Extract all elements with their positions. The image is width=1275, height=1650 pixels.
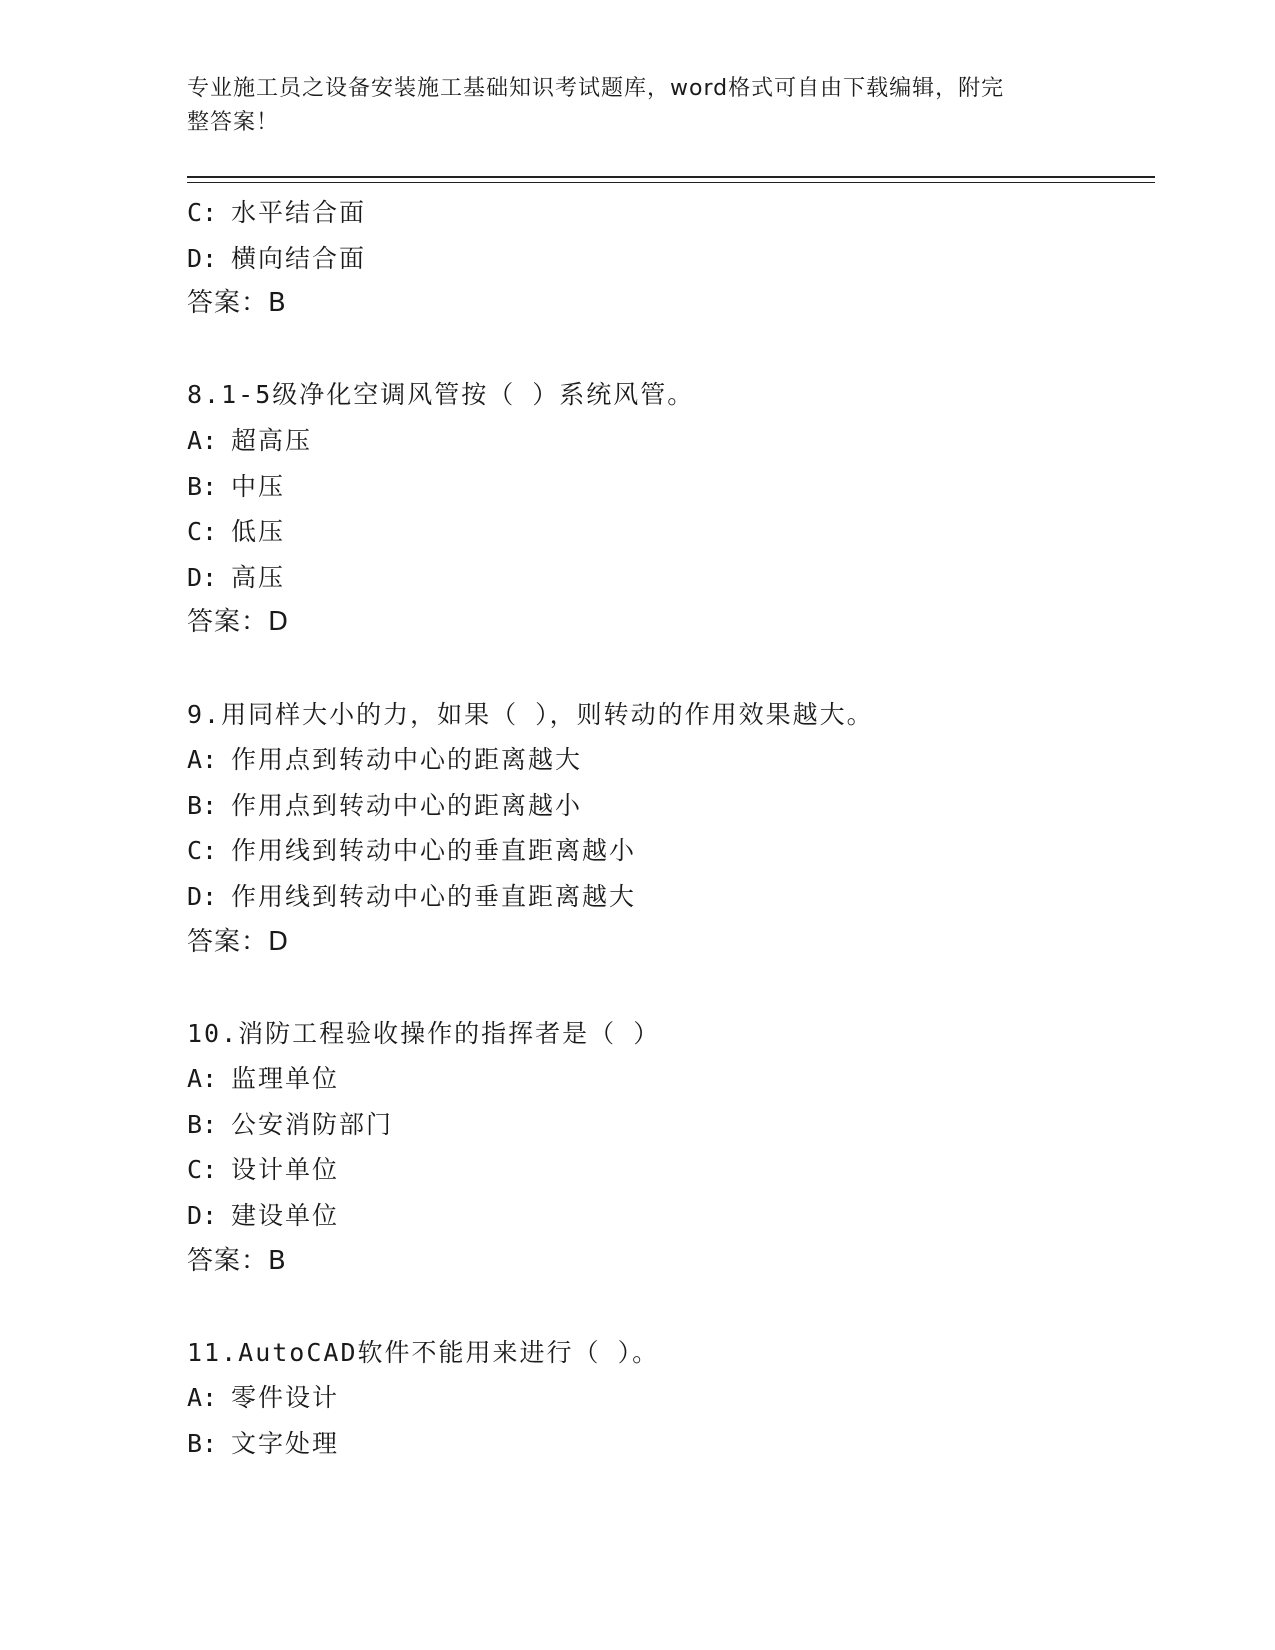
option-text: 高压 (231, 562, 286, 592)
option-letter: B: (187, 1109, 218, 1139)
option-text: 水平结合面 (231, 198, 367, 227)
document-header (187, 72, 1067, 140)
option-letter: A: (187, 745, 218, 775)
header-title-line-2: 整答案！ (187, 110, 280, 135)
header-divider-thin (187, 182, 1155, 183)
option-letter: D: (187, 1201, 218, 1231)
option-row (187, 1421, 1147, 1467)
option-row (187, 555, 1147, 601)
option-row (187, 1375, 1147, 1421)
option-row (187, 509, 1147, 555)
question-stem: 9.用同样大小的力，如果（ ），则转动的作用效果越大。 (187, 699, 874, 729)
option-letter: A: (187, 1064, 218, 1094)
option-text: 横向结合面 (231, 243, 367, 273)
option-text: 超高压 (231, 425, 313, 455)
option-text: 作用点到转动中心的距离越小 (231, 790, 583, 820)
answer-line: 答案：D (187, 926, 290, 957)
question-stem: 11.AutoCAD软件不能用来进行（ ）。 (187, 1337, 660, 1367)
answer-line: 答案：B (187, 1245, 287, 1276)
option-row (187, 828, 1147, 874)
header-title-line-1: 专业施工员之设备安装施工基础知识考试题库，word格式可自由下载编辑，附完 (187, 76, 1005, 101)
option-letter: C: (187, 517, 218, 547)
option-text: 作用线到转动中心的垂直距离越小 (231, 836, 637, 866)
question-stem: 10.消防工程验收操作的指挥者是（ ） (187, 1018, 661, 1048)
option-text: 中压 (231, 471, 286, 501)
option-row (187, 1193, 1147, 1239)
option-row (187, 418, 1147, 464)
option-row (187, 1147, 1147, 1193)
answer-line: 答案：B (187, 288, 287, 319)
option-letter: B: (187, 790, 218, 820)
option-row (187, 236, 1147, 282)
option-letter: D: (187, 243, 218, 273)
spacer (187, 1284, 1147, 1330)
header-divider-thick (187, 176, 1155, 178)
question-list (187, 190, 1147, 1467)
option-text: 设计单位 (231, 1155, 340, 1185)
option-letter: C: (187, 836, 218, 866)
spacer (187, 327, 1147, 373)
option-row (187, 783, 1147, 829)
option-text: 零件设计 (231, 1383, 340, 1413)
option-letter: A: (187, 1383, 218, 1413)
option-letter: D: (187, 562, 218, 592)
option-text: 作用点到转动中心的距离越大 (231, 745, 583, 775)
option-row (187, 464, 1147, 510)
spacer (187, 965, 1147, 1011)
option-letter: A: (187, 425, 218, 455)
option-text: 公安消防部门 (231, 1109, 394, 1139)
option-letter: C: (187, 198, 218, 227)
option-text: 监理单位 (231, 1064, 340, 1094)
option-text: 建设单位 (231, 1201, 340, 1231)
option-row (187, 1056, 1147, 1102)
option-row (187, 190, 1147, 236)
question-stem: 8.1-5级净化空调风管按（ ）系统风管。 (187, 380, 695, 410)
option-letter: C: (187, 1155, 218, 1185)
option-row (187, 1102, 1147, 1148)
option-text: 文字处理 (231, 1429, 340, 1459)
spacer (187, 646, 1147, 692)
option-row (187, 874, 1147, 920)
option-letter: B: (187, 471, 218, 501)
option-row (187, 737, 1147, 783)
option-letter: D: (187, 881, 218, 911)
option-text: 作用线到转动中心的垂直距离越大 (231, 881, 637, 911)
answer-line: 答案：D (187, 607, 290, 638)
option-letter: B: (187, 1429, 218, 1459)
option-text: 低压 (231, 517, 286, 547)
